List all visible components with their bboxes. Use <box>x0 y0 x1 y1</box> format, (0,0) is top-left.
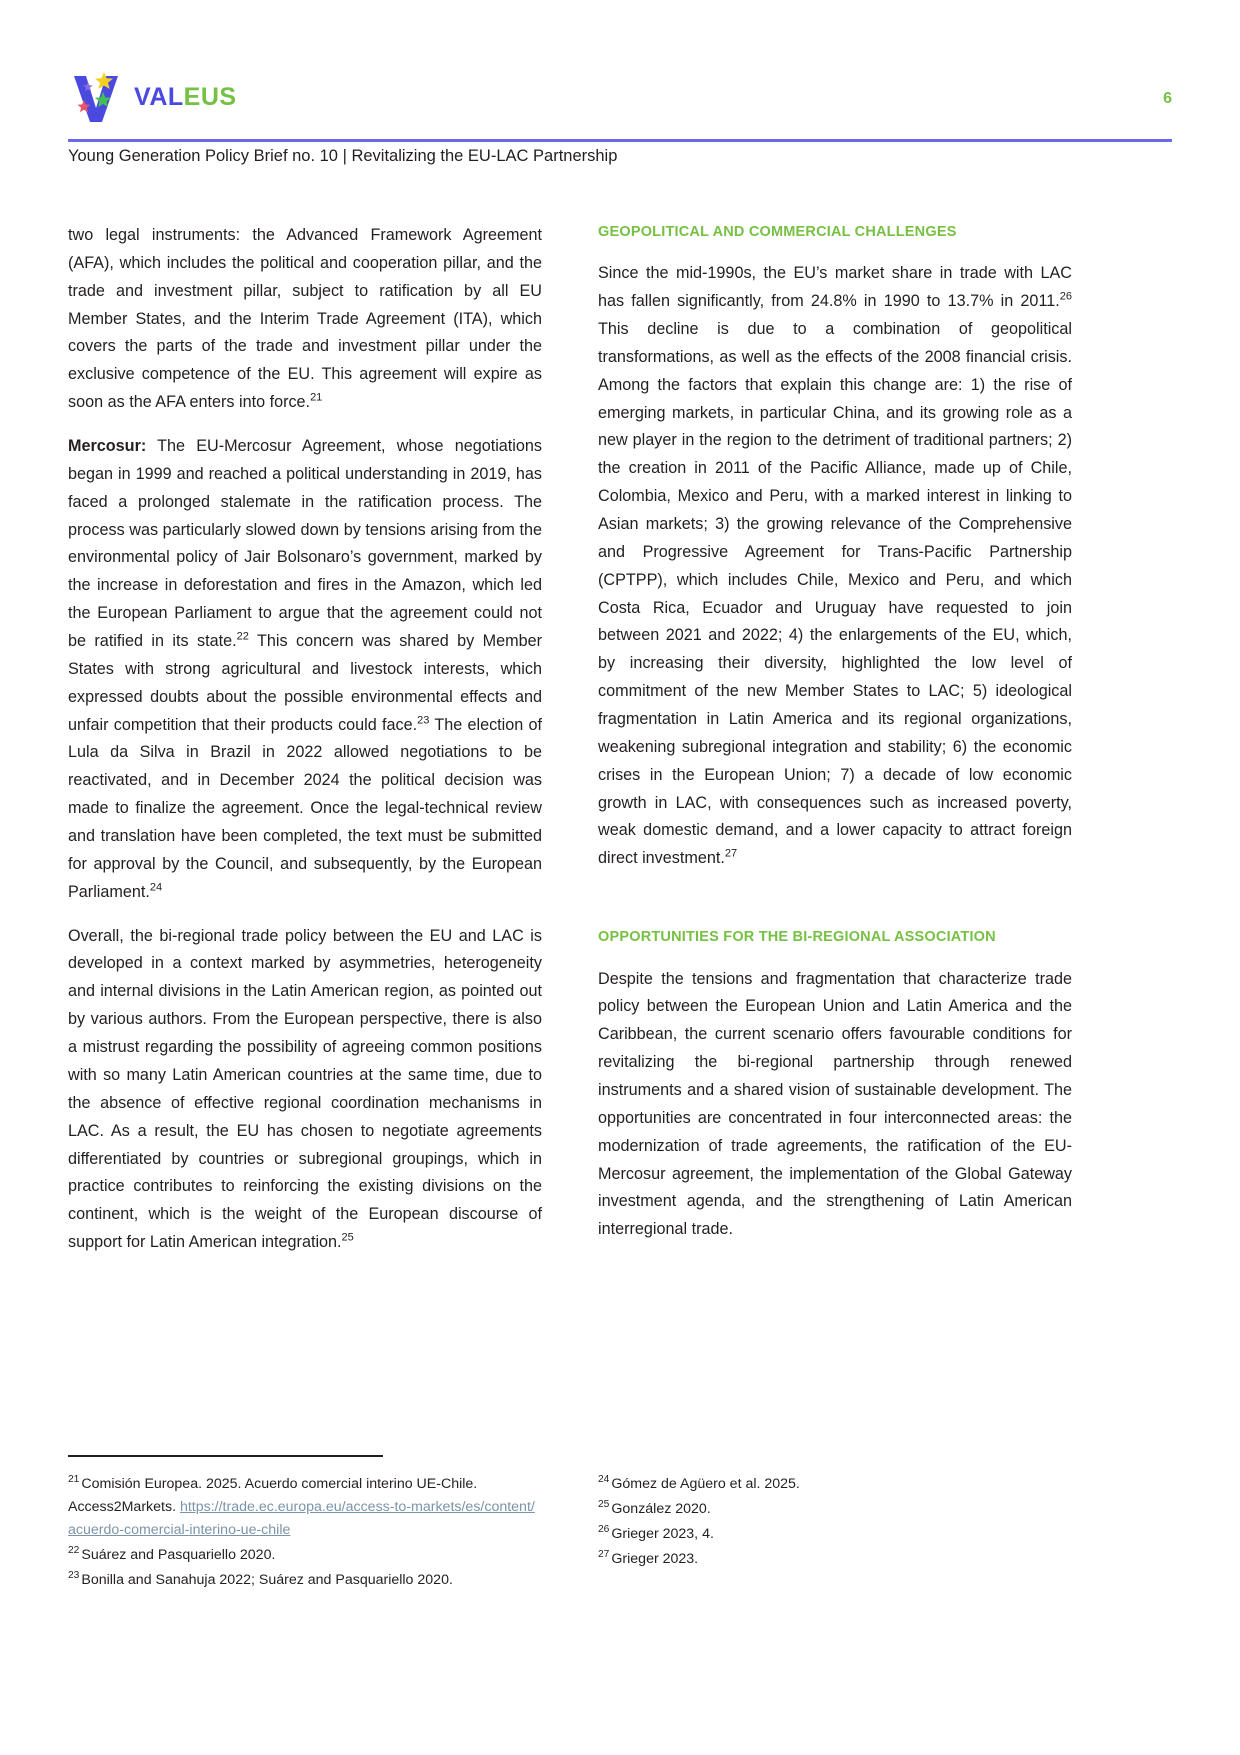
paragraph-opportunities: Despite the tensions and fragmentation that characterize trade policy between the European Union and Latin America and the Caribbean, the current scenario offers favourable conditions for revitalizing the bi-regional partnership through renewed instruments and a shared vision of sustainable development. The opportunities are concentrated in four interconnected areas: the modernization of trade agreements, the ratification of the EU-Mercosur agreement, the implementation of the Global Gateway investment agenda, and the strengthening of Latin American interregional trade. <box>598 969 1072 1239</box>
footnote-number: 22 <box>68 1545 80 1557</box>
footnote-text: Grieger 2023. <box>611 1551 699 1567</box>
footnote-ref-27[interactable]: 27 <box>724 847 738 860</box>
paragraph-text-b: This concern was shared by Member States with strong agricultural and livestock interests, which expressed doubts about the possible environmental effects and unfair competition that their products could face. <box>68 632 543 734</box>
footnote-column-right <box>598 1455 1072 1594</box>
logo-text-eus: EUS <box>183 82 237 111</box>
paragraph-text-a: The EU-Mercosur Agreement, whose negotiations began in 1999 and reached a political understanding in 2019, has faced a prolonged stalemate in the ratification process. The process was particularly slowed down by tensions arising from the environmental policy of Jair Bolsonaro’s government, marked by the increase in deforestation and fires in the Amazon, which led the European Parliament to argue that the agreement could not be ratified in its state. <box>68 437 542 651</box>
document-subtitle: Young Generation Policy Brief no. 10 | Revitalizing the EU-LAC Partnership <box>68 147 618 165</box>
section-heading-geopolitical-challenges: GEOPOLITICAL AND COMMERCIAL CHALLENGES <box>598 224 957 240</box>
footnote-item <box>598 1498 1072 1521</box>
body-columns <box>68 222 1172 1282</box>
logo-text-val: VAL <box>134 82 184 111</box>
footnote-text: Suárez and Pasquariello 2020. <box>81 1547 276 1563</box>
footnote-item <box>68 1473 542 1542</box>
valeus-v-logo-icon <box>68 70 124 124</box>
footnote-separator <box>68 1455 383 1457</box>
footnote-text: Grieger 2023, 4. <box>611 1526 714 1542</box>
footnote-number: 25 <box>598 1499 610 1511</box>
valeus-logo <box>68 70 237 124</box>
header-divider <box>68 139 1172 142</box>
footnote-list-right <box>598 1455 1072 1571</box>
paragraph-lead-mercosur: Mercosur: <box>68 437 147 456</box>
footnote-text: Gómez de Agüero et al. 2025. <box>611 1476 800 1492</box>
footnote-item <box>68 1569 542 1592</box>
page-number: 6 <box>1163 90 1172 107</box>
footnote-list-left <box>68 1455 542 1592</box>
footnote-item <box>598 1473 1072 1496</box>
paragraph-market-share-decline <box>598 260 1072 873</box>
paragraph-text-c: The election of Lula da Silva in Brazil in 2022 allowed negotiations to be reactivated, and in December 2024 the political decision was made to finalize the agreement. Once the legal-technical review and translation have been completed, the text must be submitted for approval by the Council, and subsequently, by the European Parliament. <box>68 715 543 901</box>
right-column <box>598 222 1072 1282</box>
paragraph-afa-ita <box>68 222 542 417</box>
left-column <box>68 222 542 1282</box>
footnote-item <box>68 1544 542 1567</box>
footnote-text: Bonilla and Sanahuja 2022; Suárez and Pasquariello 2020. <box>81 1572 453 1588</box>
footnote-text: Comisión Europea. 2025. Acuerdo comercial interino UE-Chile. Access2Markets. <box>68 1476 478 1515</box>
paragraph-text: Overall, the bi-regional trade policy between the EU and LAC is developed in a context marked by asymmetries, heterogeneity and internal divisions in the Latin American region, as pointed out by various authors. From the European perspective, there is also a mistrust regarding the possibility of agreeing common positions with so many Latin American countries at the same time, due to the absence of effective regional coordination mechanisms in LAC. As a result, the EU has chosen to negotiate agreements differentiated by countries or subregional groupings, which in practice contributes to reinforcing the existing divisions on the continent, which is the weight of the European discourse of support for Latin American integration. <box>68 926 542 1252</box>
footnote-item <box>598 1548 1072 1571</box>
footnote-area <box>68 1455 1172 1594</box>
footnote-ref-23[interactable]: 23 <box>417 714 430 727</box>
footnote-number: 24 <box>598 1474 610 1486</box>
section-heading-opportunities: OPPORTUNITIES FOR THE BI-REGIONAL ASSOCIATION <box>598 929 996 946</box>
paragraph-text: two legal instruments: the Advanced Framework Agreement (AFA), which includes the political and cooperation pillar, and the trade and investment pillar, subject to ratification by all EU Member States, and the Interim Trade Agreement (ITA), which covers the parts of the trade and investment pillar under the exclusive competence of the EU. This agreement will expire as soon as the AFA enters into force. <box>68 226 542 412</box>
footnote-ref-21[interactable]: 21 <box>310 391 323 404</box>
footnote-number: 21 <box>68 1474 80 1486</box>
footnote-number: 23 <box>68 1570 80 1582</box>
page-header <box>68 66 1172 146</box>
footnote-text: González 2020. <box>611 1501 711 1517</box>
paragraph-mercosur <box>68 433 542 907</box>
paragraph-text-a: Since the mid-1990s, the EU’s market share in trade with LAC has fallen significantly, from 24.8% in 1990 to 13.7% in 2011. <box>598 264 1072 311</box>
paragraph-text-b: This decline is due to a combination of geopolitical transformations, as well as the effects of the 2008 financial crisis. Among the factors that explain this change are: 1) the rise of emerging markets, in particular China, and its growing role as a new player in the region to the detriment of traditional partners; 2) the creation in 2011 of the Pacific Alliance, made up of Chile, Colombia, Mexico and Peru, with a marked interest in linking to Asian markets; 3) the growing relevance of the Comprehensive and Progressive Agreement for Trans-Pacific Partnership (CPTPP), which includes Chile, Mexico and Peru, and which Costa Rica, Ecuador and Uruguay have requested to join between 2021 and 2022; 4) the enlargements of the EU, which, by increasing their diversity, highlighted the low level of commitment of the new Member States to LAC; 5) ideological fragmentation in Latin America and its regional organizations, weakening subregional integration and stability; 6) the economic crises in the European Union; 7) a decade of low economic growth in LAC, with consequences such as increased poverty, weak domestic demand, and a lower capacity to attract foreign direct investment. <box>598 320 1072 868</box>
footnote-number: 27 <box>598 1549 610 1561</box>
footnote-item <box>598 1523 1072 1546</box>
footnote-number: 26 <box>598 1524 610 1536</box>
footnote-ref-24[interactable]: 24 <box>149 881 163 894</box>
footnote-link[interactable]: https://trade.ec.europa.eu/access-to-markets/es/content/acuerdo-comercial-interino-ue-chile <box>68 1499 535 1538</box>
paragraph-overall-trade-policy <box>68 923 542 1257</box>
footnote-column-left <box>68 1455 542 1594</box>
footnote-ref-22[interactable]: 22 <box>236 630 249 643</box>
footnote-ref-25[interactable]: 25 <box>341 1231 354 1244</box>
section-spacer <box>598 889 1072 927</box>
footnote-ref-26[interactable]: 26 <box>1059 290 1072 303</box>
valeus-logo-text <box>134 82 237 111</box>
